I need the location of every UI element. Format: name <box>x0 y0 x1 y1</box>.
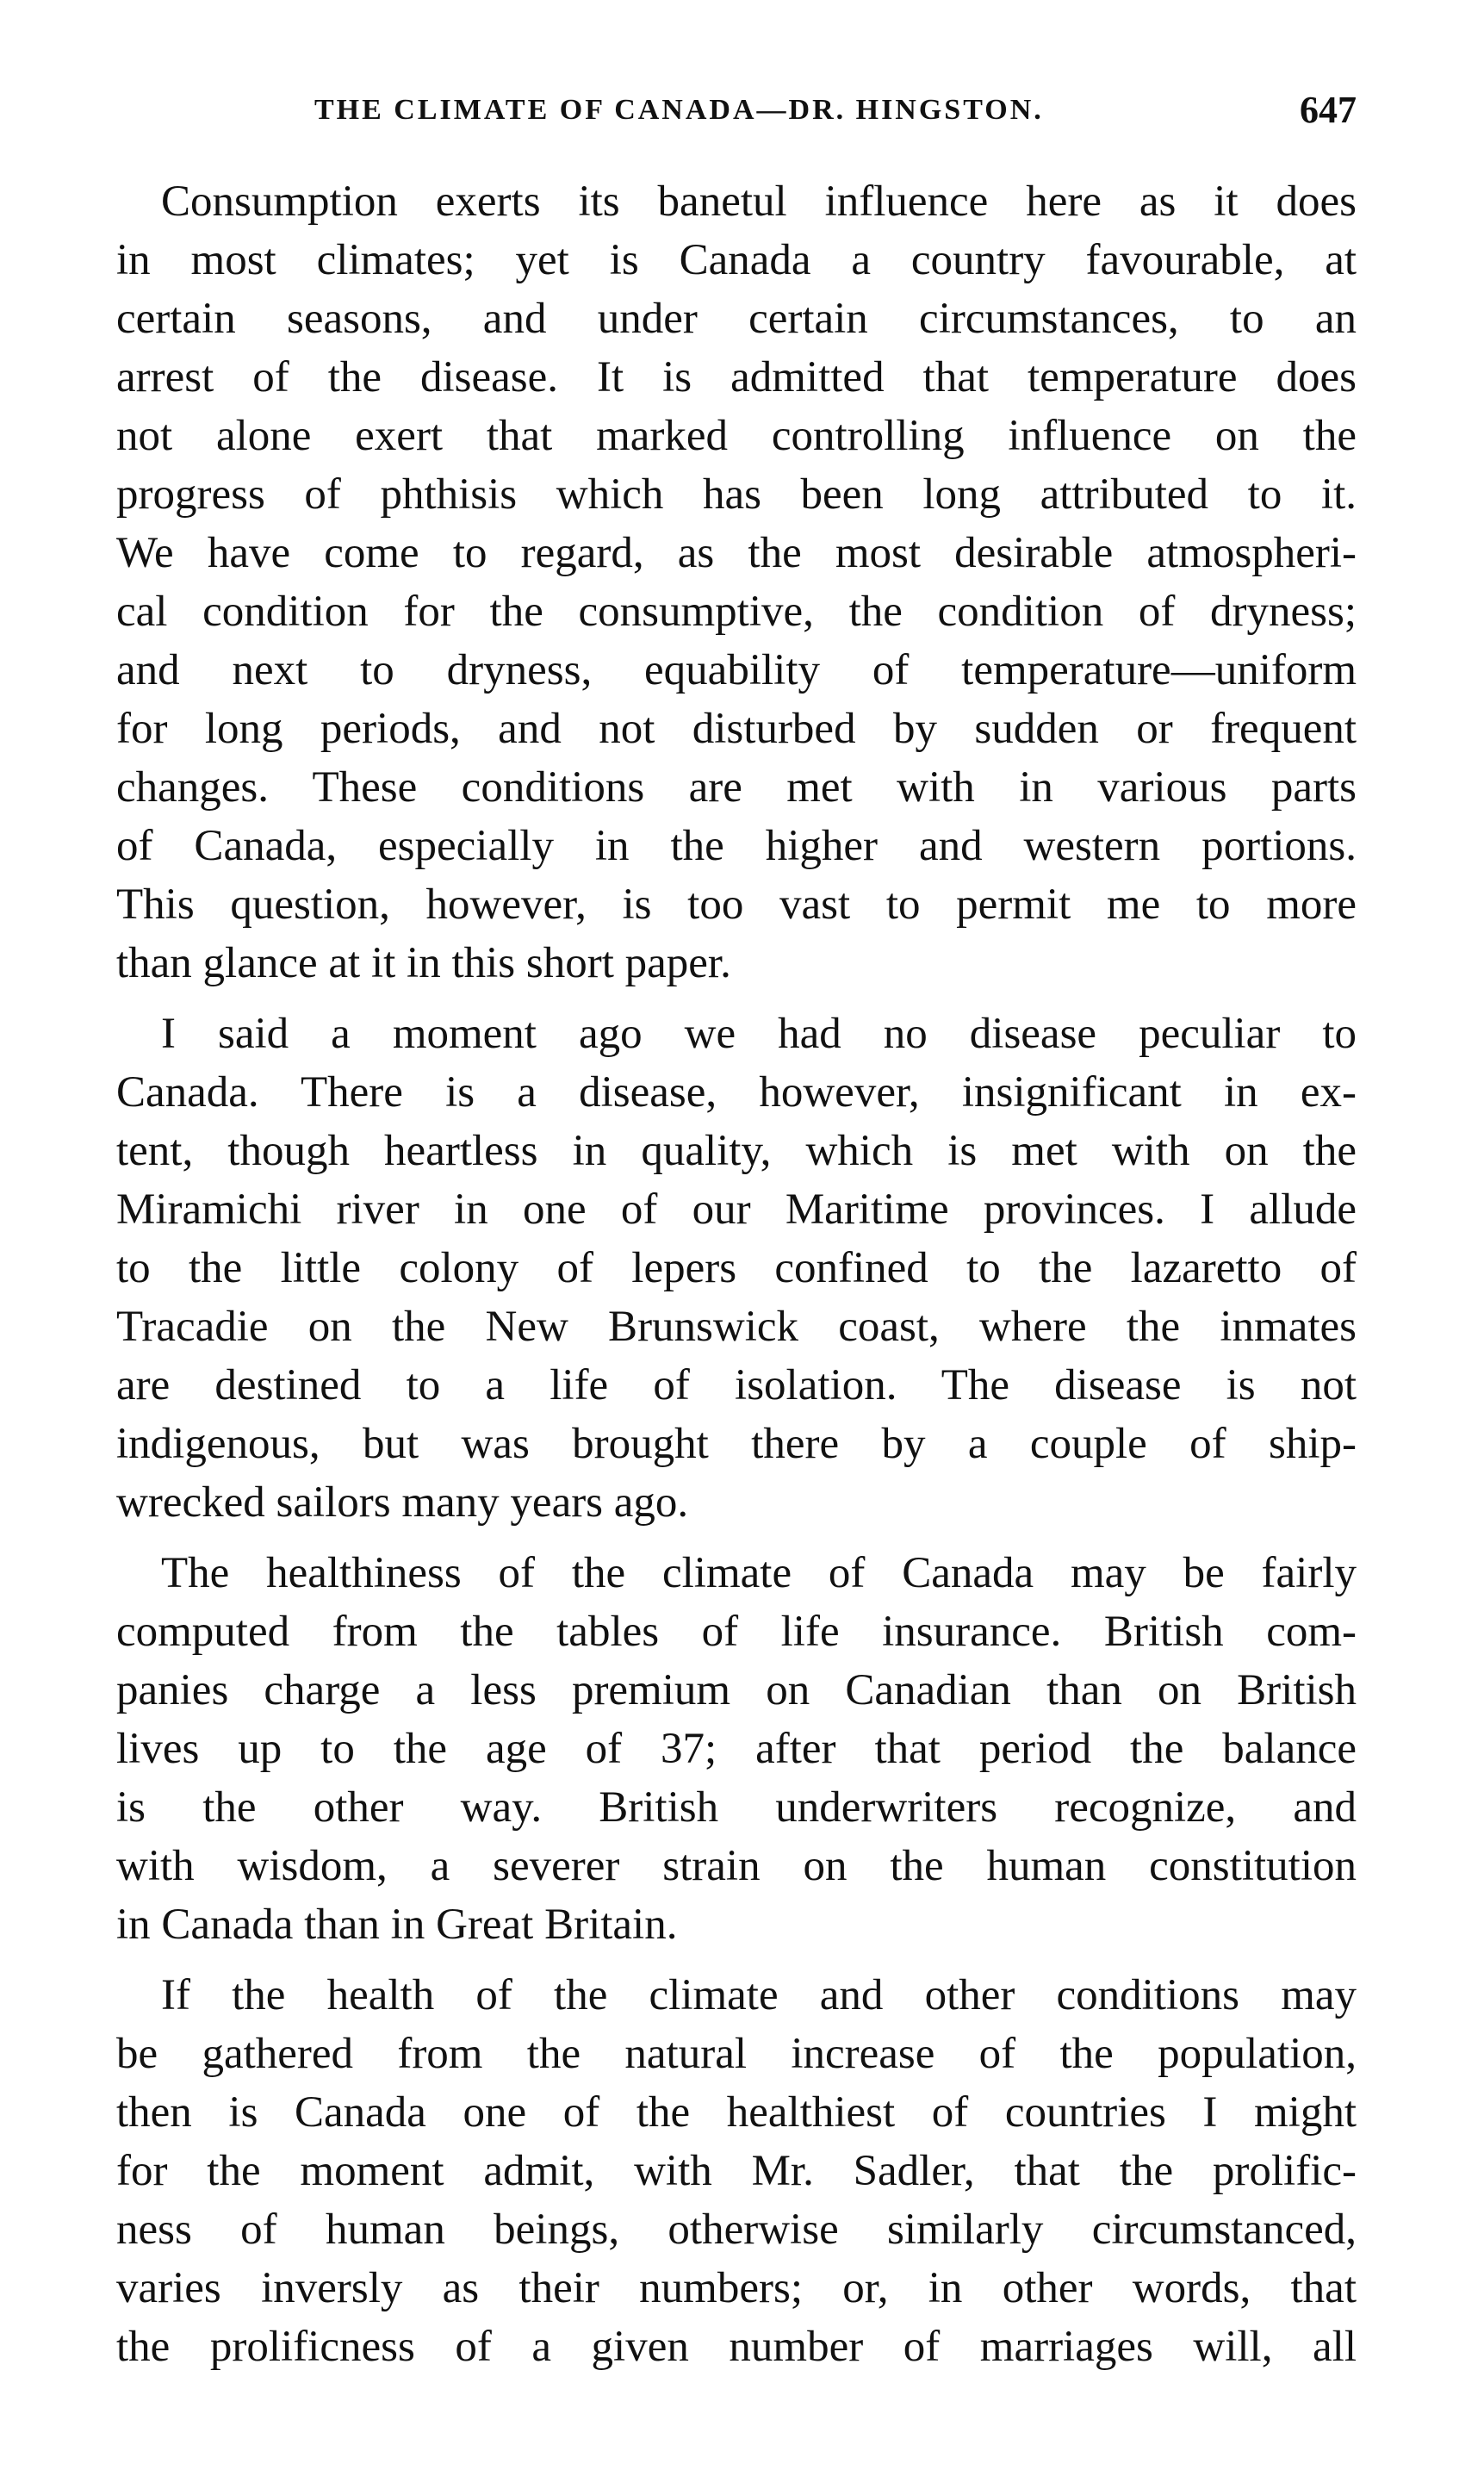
text-line: varies inversly as their numbers; or, in other words, that <box>116 2264 1357 2312</box>
text-line: Canada. There is a disease, however, insignificant in ex- <box>116 1068 1357 1117</box>
paragraph-population <box>116 1966 1357 2376</box>
text-line: for the moment admit, with Mr. Sadler, that the prolific- <box>116 2147 1357 2195</box>
text-line: of Canada, especially in the higher and western portions. <box>116 822 1357 870</box>
text-line: Miramichi river in one of our Maritime provinces. I allude <box>116 1185 1357 1234</box>
text-line: computed from the tables of life insurance. British com- <box>116 1608 1357 1656</box>
text-line: wrecked sailors many years ago. <box>116 1478 689 1527</box>
text-line: progress of phthisis which has been long attributed to it. <box>116 470 1357 519</box>
running-head <box>116 84 1357 136</box>
body-text <box>116 172 1357 2388</box>
text-line: We have come to regard, as the most desirable atmospheri- <box>116 529 1357 577</box>
text-line: lives up to the age of 37; after that period the balance <box>116 1725 1357 1773</box>
text-line: certain seasons, and under certain circumstances, to an <box>116 295 1357 343</box>
text-line: ness of human beings, otherwise similarly circumstanced, <box>116 2206 1357 2254</box>
text-line: The healthiness of the climate of Canada may be fairly <box>161 1549 1357 1597</box>
text-line: This question, however, is too vast to permit me to more <box>116 880 1357 929</box>
text-line: Consumption exerts its banetul influence here as it does <box>161 177 1357 226</box>
text-line: indigenous, but was brought there by a couple of ship- <box>116 1420 1357 1468</box>
text-line: in most climates; yet is Canada a country favourable, at <box>116 236 1357 284</box>
text-line: tent, though heartless in quality, which is met with on the <box>116 1127 1357 1175</box>
text-line: be gathered from the natural increase of the population, <box>116 2030 1357 2078</box>
text-line: Tracadie on the New Brunswick coast, where the inmates <box>116 1303 1357 1351</box>
text-line: for long periods, and not disturbed by sudden or frequent <box>116 705 1357 753</box>
text-line: with wisdom, a severer strain on the human constitution <box>116 1842 1357 1890</box>
text-line: then is Canada one of the healthiest of countries I might <box>116 2088 1357 2137</box>
text-line: changes. These conditions are met with in various parts <box>116 763 1357 812</box>
text-line: in Canada than in Great Britain. <box>116 1901 678 1949</box>
paragraph-consumption <box>116 172 1357 992</box>
text-line: the prolificness of a given number of marriages will, all <box>116 2323 1357 2371</box>
text-line: is the other way. British underwriters recognize, and <box>116 1783 1357 1832</box>
text-line: cal condition for the consumptive, the condition of dryness; <box>116 588 1357 636</box>
page-number: 647 <box>1300 89 1357 131</box>
text-line: not alone exert that marked controlling influence on the <box>116 412 1357 460</box>
text-line: than glance at it in this short paper. <box>116 939 731 987</box>
text-line: are destined to a life of isolation. The disease is not <box>116 1361 1357 1409</box>
paragraph-lepers <box>116 1005 1357 1532</box>
running-title: THE CLIMATE OF CANADA—DR. HINGSTON. <box>314 94 1044 126</box>
text-line: If the health of the climate and other conditions may <box>161 1971 1357 2019</box>
text-line: and next to dryness, equability of temperature—uniform <box>116 646 1357 694</box>
text-line: I said a moment ago we had no disease peculiar to <box>161 1010 1357 1058</box>
paragraph-life-insurance <box>116 1544 1357 1954</box>
text-line: arrest of the disease. It is admitted that temperature does <box>116 353 1357 401</box>
text-line: to the little colony of lepers confined to the lazaretto of <box>116 1244 1357 1292</box>
text-line: panies charge a less premium on Canadian than on British <box>116 1666 1357 1714</box>
